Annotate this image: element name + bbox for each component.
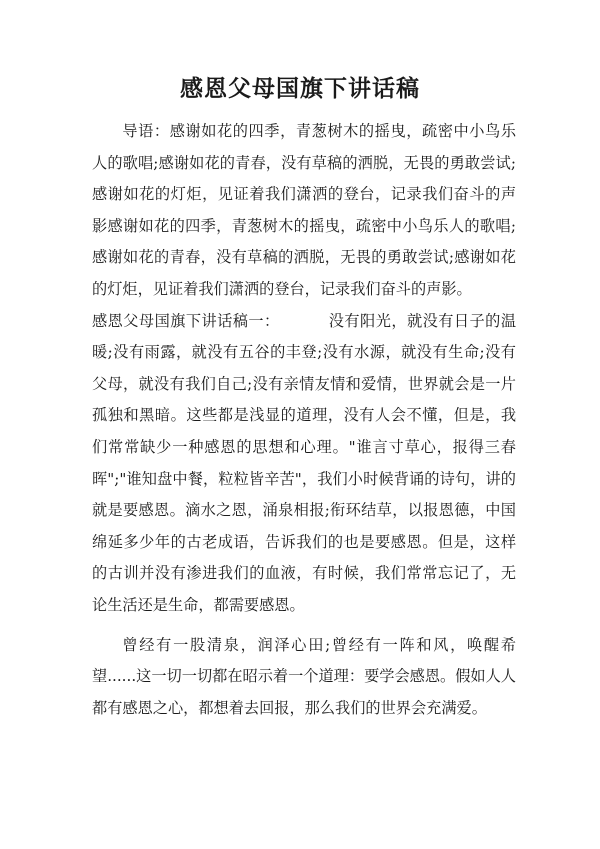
intro-paragraph: 导语：感谢如花的四季，青葱树木的摇曳，疏密中小鸟乐人的歌唱;感谢如花的青春，没有草稿的洒脱，无畏的勇敢尝试;感谢如花的灯炬，见证着我们潇洒的登台，记录我们奋斗的声影感谢如花的四季，青葱树木的摇曳，疏密中小鸟乐人的歌唱;感谢如花的青春，没有草稿的洒脱，无畏的勇敢尝试;感谢如花的灯炬，见证着我们潇洒的登台，记录我们奋斗的声影。 <box>92 122 516 298</box>
closing-paragraph: 曾经有一股清泉，润泽心田;曾经有一阵和风，唤醒希望......这一切一切都在昭示着一个道理：要学会感恩。假如人人都有感恩之心，都想着去回报，那么我们的世界会充满爱。 <box>92 635 516 717</box>
section-one-paragraph <box>92 306 516 622</box>
section-one-label: 感恩父母国旗下讲话稿一： <box>92 311 280 330</box>
section-one-body: 没有阳光，就没有日子的温暖;没有雨露，就没有五谷的丰登;没有水源，就没有生命;没有父母，就没有我们自己;没有亲情友情和爱情，世界就会是一片孤独和黑暗。这些都是浅显的道理，没有人会不懂，但是，我们常常缺少一种感恩的思想和心理。"谁言寸草心，报得三春晖";"谁知盘中餐，粒粒皆辛苦"，我们小时候背诵的诗句，讲的就是要感恩。滴水之恩，涌泉相报;衔环结草，以报恩德，中国绵延多少年的古老成语，告诉我们的也是要感恩。但是，这样的古训并没有渗进我们的血液，有时候，我们常常忘记了，无论生活还是生命，都需要感恩。 <box>92 311 516 614</box>
document-body <box>92 116 516 724</box>
document-title: 感恩父母国旗下讲话稿 <box>180 75 420 102</box>
